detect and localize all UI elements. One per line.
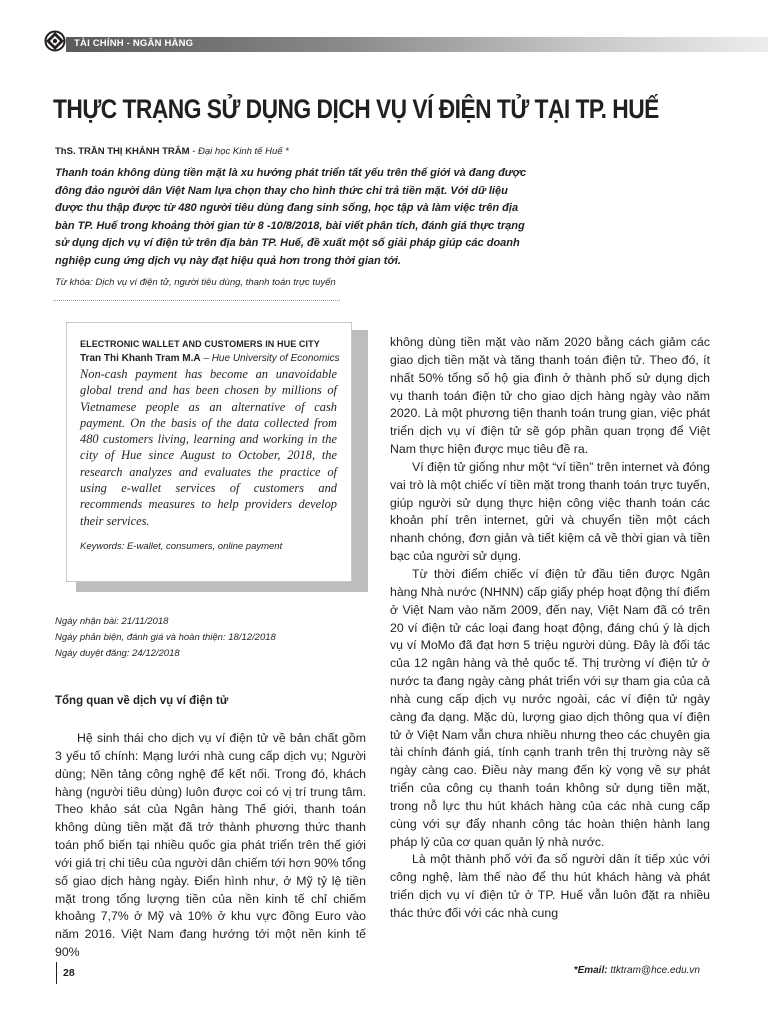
- body-column-right: [390, 334, 710, 923]
- english-title: ELECTRONIC WALLET AND CUSTOMERS IN HUE CITY: [80, 339, 320, 349]
- body-paragraph: Là một thành phố với đa số người dân ít tiếp xúc với công nghệ, làm thế nào để thu hút khách hàng và phát triển dịch vụ ví điện tử ở TP. Huế vẫn luôn đặt ra nhiều thác thức đối với các nhà cung: [390, 852, 710, 920]
- body-paragraph: Ví điện tử giống như một “ví tiền” trên internet và đóng vai trò là một chiếc ví tiền mặt trong thanh toán trực tuyến, giúp người sử dụng thực hiện công việc thanh toán các khoản phí trên internet, gửi và chuyển tiền một cách nhanh chóng, đơn giản và tiết kiệm cả về thời gian và tiền bạc của người sử dụng.: [390, 459, 710, 564]
- divider: [53, 300, 340, 301]
- date-received: Ngày nhận bài: 21/11/2018: [55, 616, 169, 627]
- body-paragraph: Hệ sinh thái cho dịch vụ ví điện tử về bản chất gồm 3 yếu tố chính: Mạng lưới nhà cung cấp dịch vụ; Người dùng; Nền tảng công nghệ để kết nối. Trong đó, khách hàng (người tiêu dùng) luôn được coi có vị trí trung tâm. Theo khảo sát của Ngân hàng Thế giới, thanh toán không dùng tiền mặt đã trở thành phương thức thanh toán phổ biến tại nhiều quốc gia phát triển trên thế giới với giá trị chi tiêu của người dân chiếm tới hơn 90% tổng số giao dịch hàng ngày. Điển hình như, ở Mỹ tỷ lệ tiền mặt trong tổng lượng tiền của nền kinh tế chỉ chiếm khoảng 7,7% ở Mỹ và 10% ở khu vực đồng Euro vào năm 2016. Việt Nam đang hướng tới một nền kinh tế 90%: [55, 731, 366, 960]
- english-author-affiliation: – Hue University of Economics: [200, 353, 340, 364]
- author-affiliation: - Đại học Kinh tế Huế *: [189, 146, 289, 157]
- keywords-vietnamese: Từ khóa: Dịch vụ ví điện tử, người tiêu dùng, thanh toán trực tuyến: [55, 277, 336, 288]
- section-label: TÀI CHÍNH - NGÂN HÀNG: [74, 38, 194, 49]
- author-email: [574, 965, 700, 976]
- body-paragraph: không dùng tiền mặt vào năm 2020 bằng cách giảm các giao dịch tiền mặt và tăng thanh toán điện tử. Theo đó, ít nhất 50% tổng số hộ gia đình ở thành phố sử dụng dịch vụ thanh toán điện tử cho giao dịch hàng ngày vào năm 2020. Là một phương tiện thanh toán trung gian, việc phát triển dịch vụ ví điện tử sẽ góp phần quan trọng để Việt Nam thực hiện được mục tiêu đề ra.: [390, 335, 710, 457]
- body-column-left: [55, 730, 366, 962]
- article-dates: [55, 614, 276, 662]
- abstract-vietnamese: Thanh toán không dùng tiền mặt là xu hướng phát triển tất yếu trên thế giới và đang được đông đảo người dân Việt Nam lựa chọn thay cho hình thức chi trả tiền mặt. Với dữ liệu được thu thập được từ 480 người tiêu dùng đang sinh sống, học tập và làm việc trên địa bàn TP. Huế trong khoảng thời gian từ 8 -10/8/2018, bài viết phân tích, đánh giá thực trạng sử dụng dịch vụ ví điện tử trên địa bàn TP. Huế, đề xuất một số giải pháp giúp các doanh nghiệp cung ứng dịch vụ này đạt hiệu quả hơn trong thời gian tới.: [55, 167, 527, 267]
- english-abstract-box: [66, 322, 352, 582]
- body-paragraph: Từ thời điểm chiếc ví điện tử đầu tiên được Ngân hàng Nhà nước (NHNN) cấp giấy phép hoạt động thí điểm ở Việt Nam vào năm 2009, đến nay, Việt Nam đã có trên 20 ví điện tử các loại đang hoạt động, đáng chú ý là dịch vụ ví MoMo đã đạt hơn 5 triệu người dùng. Đây là đối tác của 12 ngân hàng và thẻ quốc tế. Thị trường ví điện tử ở nước ta đang ngày càng phát triển với sự tham gia của cả nhà cung cấp dịch vụ nước ngoài, các ví điện tử ngày càng đa dạng. Mặc dù, lượng giao dịch thông qua ví điện tử ở Việt Nam vẫn chưa nhiều nhưng theo các chuyên gia tài chính đánh giá, tính cạnh tranh trên thị trường này sẽ ngày càng cao. Điều này mang đến kỳ vọng về sự phát triển của công cụ thanh toán không sử dụng tiền mặt, trong nỗ lực thu hút khách hàng của các nhà cung cấp cùng với sự đẩy nhanh công tác hoàn thiện hành lang pháp lý của cơ quan quản lý nhà nước.: [390, 566, 710, 849]
- english-author: [80, 353, 340, 364]
- author-name: ThS. TRẦN THỊ KHÁNH TRÂM: [55, 146, 190, 157]
- footer-rule: [56, 962, 57, 984]
- email-address: ttktram@hce.edu.vn: [610, 965, 700, 976]
- article-title: THỰC TRẠNG SỬ DỤNG DỊCH VỤ VÍ ĐIỆN TỬ TẠI TP. HUẾ: [53, 94, 659, 124]
- section-heading: Tổng quan về dịch vụ ví điện tử: [55, 695, 229, 707]
- date-reviewed: Ngày phản biện, đánh giá và hoàn thiện: 18/12/2018: [55, 632, 276, 643]
- english-keywords: Keywords: E-wallet, consumers, online payment: [80, 540, 283, 552]
- email-label: *Email:: [573, 965, 611, 976]
- section-header: [0, 28, 768, 56]
- journal-logo-icon: [44, 30, 66, 52]
- author-line: [55, 146, 289, 157]
- english-abstract: Non-cash payment has become an unavoidable global trend and has been chosen by millions of Vietnamese people as an alternative of cash payment. On the basis of the data collected from 480 customers living, learning and working in the city of Hue since August to October, 2018, the research analyzes and evaluates the practice of using e-wallet services of customers and recommends measures to help providers develop their services.: [80, 367, 337, 528]
- english-author-name: Tran Thi Khanh Tram M.A: [80, 353, 201, 364]
- page-number: 28: [63, 967, 75, 979]
- date-accepted: Ngày duyệt đăng: 24/12/2018: [55, 648, 180, 659]
